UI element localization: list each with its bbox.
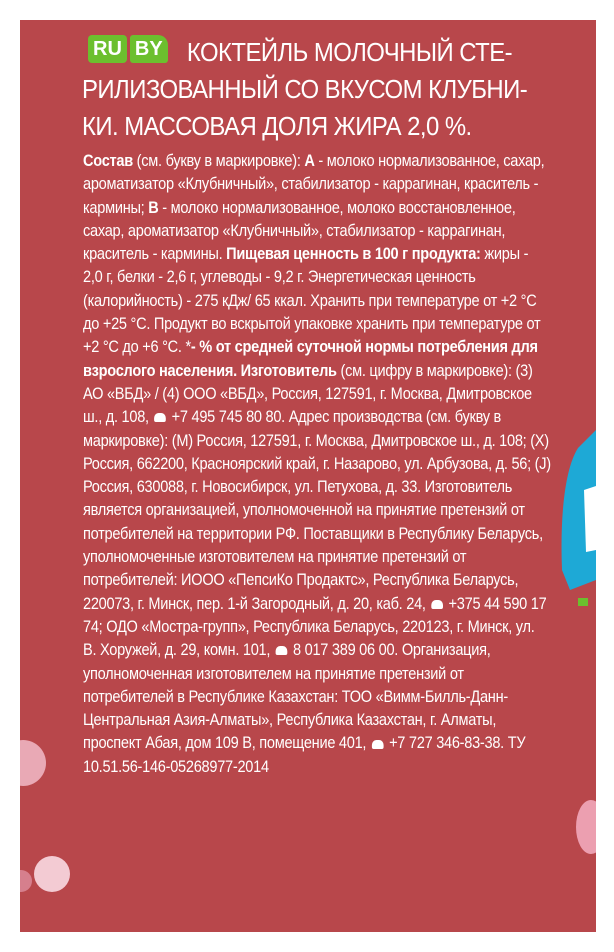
- side-tab: [556, 430, 596, 620]
- badge-by: BY: [130, 35, 168, 63]
- letter-a: А: [304, 152, 315, 170]
- decor-bubble: [34, 856, 70, 892]
- composition-text: (см. букву в маркировке):: [132, 152, 305, 170]
- phone-icon: [431, 600, 443, 609]
- composition-a: - молоко нормализованное, сахар, ароматизатор «Клубничный», стабилизатор - каррагинан, краситель - кармины;: [83, 152, 545, 217]
- manufacturer-label: Изготовитель: [240, 361, 337, 380]
- product-title: [82, 34, 542, 145]
- decor-bubble: [20, 740, 46, 786]
- daily-norm-note: - % от средней суточной нормы потребления для взрослого населения.: [83, 338, 538, 380]
- composition-b: - молоко нормализованное, молоко восстановленное, сахар, ароматизатор «Клубничный», стабилизатор - каррагинан, краситель - кармины.: [83, 198, 516, 264]
- manufacturer-text: (см. цифру в маркировке): (3) АО «ВБД» / (4) ООО «ВБД», Россия, 127591, г. Москва, Дмитровское ш., д. 108,: [83, 361, 533, 427]
- manufacturer-text: 8 017 389 06 00. Организация, уполномоченная изготовителем на принятие претензий от потребителей в Республике Казахстан: ТОО «Вимм-Билль-Данн-Центральная Азия-Алматы», Республика Казахстан, г. Алматы, проспект Абая, дом 109 В, помещение 401,: [83, 641, 508, 753]
- label-panel: [20, 20, 596, 932]
- nutrition-text: жиры - 2,0 г, белки - 2,6 г, углеводы - 9,2 г. Энергетическая ценность (калорийность) - 275 кДж/ 65 ккал. Хранить при температуре от +2 °С до +25 °С. Продукт во вскрытой упаковке хранить при температуре от +2 °С до +6 °С. *: [83, 245, 541, 357]
- title-line-2: РИЛИЗОВАННЫЙ СО ВКУСОМ КЛУБНИ-: [82, 74, 528, 104]
- title-line-3: КИ. МАССОВАЯ ДОЛЯ ЖИРА 2,0 %.: [82, 111, 472, 141]
- nutrition-label: Пищевая ценность в 100 г продукта:: [226, 245, 481, 264]
- decor-bubble: [20, 870, 32, 892]
- label-text: [83, 150, 551, 779]
- phone-icon: [276, 646, 288, 655]
- title-line-1: КОКТЕЙЛЬ МОЛОЧНЫЙ СТЕ-: [186, 37, 513, 67]
- decor-bubble: [576, 800, 596, 854]
- composition-label: Состав: [83, 152, 133, 170]
- phone-icon: [154, 413, 166, 422]
- manufacturer-text: +7 495 745 80 80. Адрес производства (см. букву в маркировке): (М) Россия, 127591, г. Москва, Дмитровское ш., д. 108; (Х) Россия, 662200, Красноярский край, г. Назарово, ул. Арбузова, д. 56; (J) Россия, 630088, г. Новосибирск, ул. Петухова, д. 33. Изготовитель является организацией, уполномоченной на принятие претензий от потребителей на территории РФ. Поставщики в Республику Беларусь, уполномоченные изготовителем на принятие претензий от потребителей: ИООО «ПепсиКо Продактс», Республика Беларусь, 220073, г. Минск, пер. 1-й Загородный, д. 20, каб. 24,: [83, 408, 551, 613]
- letter-b: В: [148, 198, 159, 217]
- manufacturer-text: +375 44 590 17 74; ОДО «Мостра-групп», Республика Беларусь, 220123, г. Минск, ул. В. Хоружей, д. 29, комн. 101,: [83, 594, 547, 660]
- phone-icon: [372, 740, 384, 749]
- manufacturer-text: +7 727 346-83-38. ТУ 10.51.56-146-05268977-2014: [83, 734, 526, 776]
- badge-ru: RU: [88, 35, 127, 63]
